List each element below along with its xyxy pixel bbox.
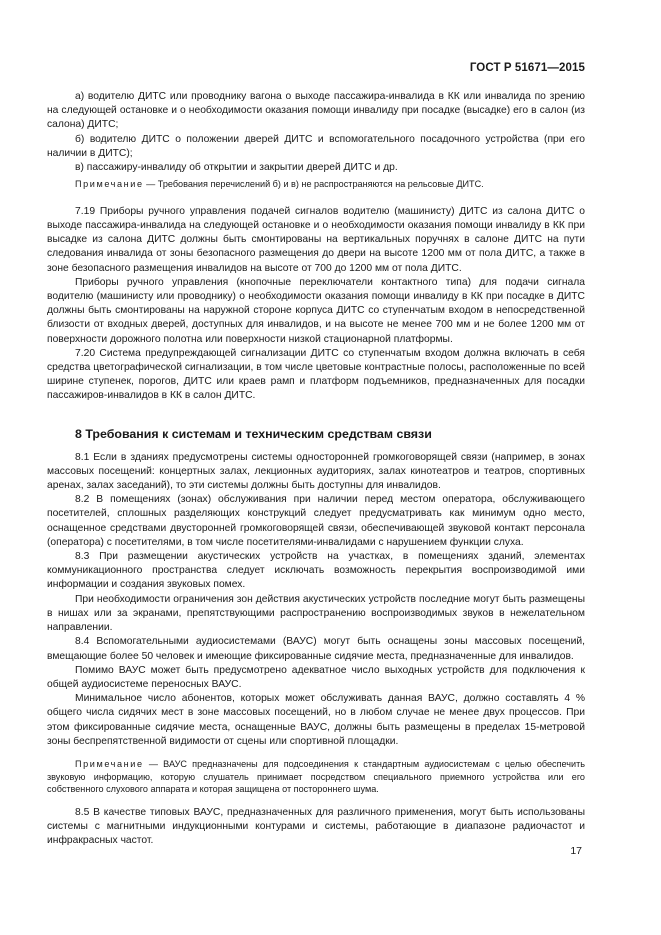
paragraph: 7.19 Приборы ручного управления подачей сигналов водителю (машинисту) ДИТС из салона ДИТС о выходе пассажира-инвалида на следующей остановке и о необходимости оказания помощи инвалиду в КК при высадке из салона ДИТС должны быть смонтированы на вертикальных поручнях в салоне ДИТС на пути следования инвалида от зоны безопасного размещения до двери на высоте 1200 мм от пола ДИТС, а также в зоне безопасного размещения инвалидов на высоте от 700 до 1200 мм от пола ДИТС. <box>47 205 585 274</box>
paragraph: Помимо ВАУС может быть предусмотрено адекватное число выходных устройств для подключения к общей аудиосистеме переносных ВАУС. <box>47 664 585 690</box>
paragraph: Минимальное число абонентов, которых может обслуживать данная ВАУС, должно составлять 4 % общего числа сидячих мест в зоне массовых посещений, но в любом случае не менее двух процессов. При этом фиксированные сидячие места, оснащенные ВАУС, должны быть размещены в пределах 15-метровой зоны беспрепятственной видимости от сцены или спортивной площадки. <box>47 693 585 747</box>
paragraph: 8.1 Если в зданиях предусмотрены системы односторонней громкоговорящей связи (например, в зонах массовых посещений: концертных залах, лекционных аудиториях, залах кинотеатров и театров, спортивных аренах, залах заседаний), то эти системы должны быть доступны для инвалидов. <box>47 451 585 492</box>
paragraph: Приборы ручного управления (кнопочные переключатели контактного типа) для подачи сигнала водителю (машинисту или проводнику) о необходимости оказания помощи инвалиду в КК при посадке в ДИТС должны быть смонтированы на наружной стороне корпуса ДИТС со ступенчатым входом в непосредственной близости от входных дверей, доступных для инвалидов, и на высоте не менее 700 мм и не более 1200 мм от поверхности дорожного полотна или поверхности низкой стационарной платформы. <box>47 276 585 345</box>
note-label: Примечание <box>75 179 144 190</box>
note-label: Примечание <box>75 758 144 769</box>
note <box>47 178 585 191</box>
paragraph: 8.5 В качестве типовых ВАУС, предназначенных для различного применения, могут быть использованы системы с магнитными индукционными контурами и системы, работающие в диапазоне радиочастот и инфракрасных частот. <box>47 806 585 847</box>
paragraph: а) водителю ДИТС или проводнику вагона о выходе пассажира-инвалида в КК или инвалида по зрению на следующей остановке и о необходимости оказания помощи инвалиду при посадке (высадке) его в салон (из салона) ДИТС; <box>47 91 585 131</box>
note-text: — Требования перечислений б) и в) не распространяются на рельсовые ДИТС. <box>143 179 484 190</box>
note-text: — ВАУС предназначены для подсоединения к стандартным аудиосистемам с целью обеспечить звуковую информацию, которую слушатель принимает посредством специального приемного устройства или его собственного слухового аппарата и которая защищена от постороннего шума. <box>47 758 585 795</box>
paragraph: б) водителю ДИТС о положении дверей ДИТС и вспомогательного посадочного устройства (при его наличии в ДИТС); <box>47 133 585 159</box>
page-number: 17 <box>570 845 582 857</box>
paragraph: 7.20 Система предупреждающей сигнализации ДИТС со ступенчатым входом должна включать в себя средства цветографической сигнализации, в том числе цветовые контрастные полосы, расположенные по всей ширине ступенек, порогов, ДИТС или краев рамп и платформ подъемников, предназначенных для посадки пассажиров-инвалидов в КК в салон ДИТС. <box>47 347 585 402</box>
section-heading: 8 Требования к системам и техническим средствам связи <box>75 426 432 441</box>
paragraph: в) пассажиру-инвалиду об открытии и закрытии дверей ДИТС и др. <box>75 162 398 174</box>
paragraph: 8.3 При размещении акустических устройств на участках, в помещениях зданий, элементах коммуникационного пространства следует исключать возможность перекрытия воспроизводимой ими информации и создания звуковых помех. <box>47 551 585 591</box>
note <box>47 758 585 796</box>
paragraph: При необходимости ограничения зон действия акустических устройств последние могут быть размещены в нишах или за экранами, препятствующими распространению воспроизводимых звуков в нежелательном направлении. <box>47 593 585 634</box>
paragraph: 8.4 Вспомогательными аудиосистемами (ВАУС) могут быть оснащены зоны массовых посещений, вмещающие более 50 человек и имеющие фиксированные сидячие места, предназначенные для инвалидов. <box>47 636 585 662</box>
paragraph: 8.2 В помещениях (зонах) обслуживания при наличии перед местом оператора, обслуживающего посетителей, сплошных разделяющих конструкций следует предусматривать как минимум одно место, оснащенное средствами двусторонней громкоговорящей связи, обеспечивающей звуковой контакт персонала (оператора) с посетителями, в том числе посетителями-инвалидами с нарушением функции слуха. <box>47 494 585 548</box>
document-body <box>47 90 585 848</box>
standard-number: ГОСТ Р 51671—2015 <box>469 62 585 74</box>
